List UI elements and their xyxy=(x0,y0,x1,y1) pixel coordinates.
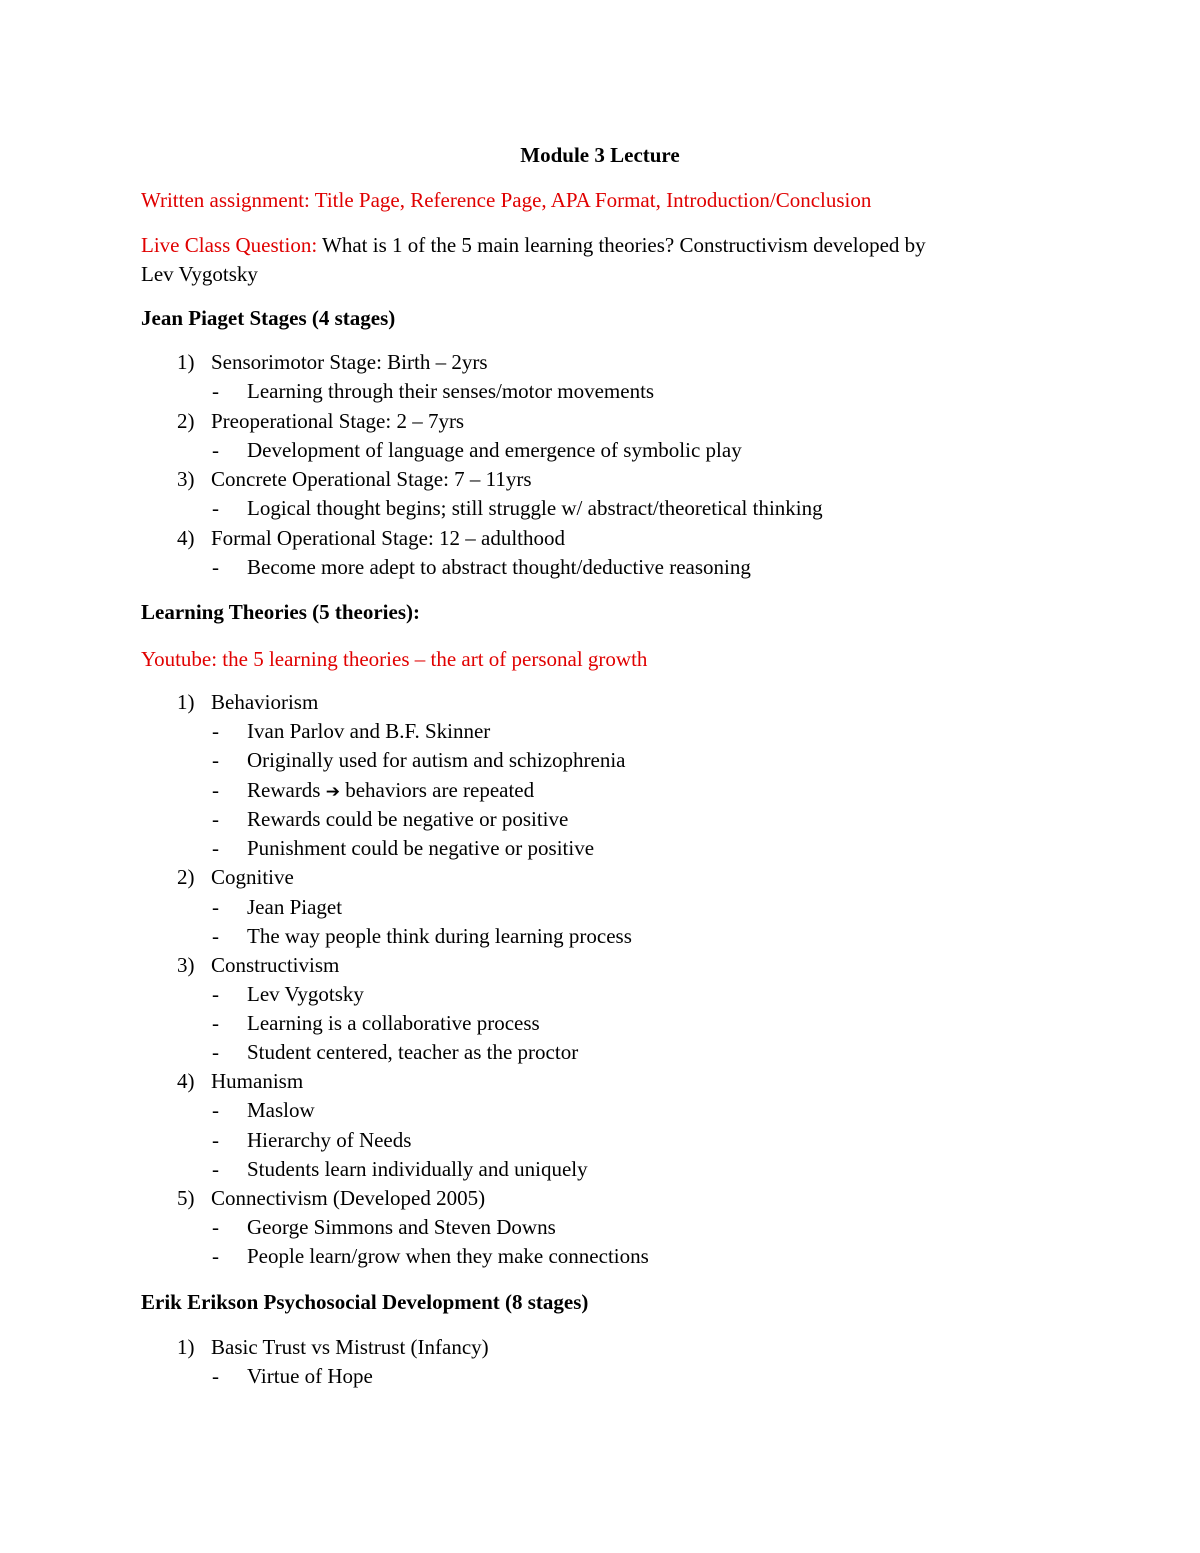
list-number: 1) xyxy=(177,690,195,714)
list-number: 1) xyxy=(177,350,195,374)
sub-item-rewards xyxy=(247,778,534,803)
sub-item: Jean Piaget xyxy=(247,895,343,919)
sub-item: Punishment could be negative or positive xyxy=(247,836,595,860)
dash-bullet: - xyxy=(212,1215,219,1239)
erikson-heading: Erik Erikson Psychosocial Development (8 stages) xyxy=(141,1290,589,1314)
piaget-heading: Jean Piaget Stages (4 stages) xyxy=(141,306,396,330)
sub-item: Learning through their senses/motor movements xyxy=(247,379,655,403)
sub-item: The way people think during learning process xyxy=(247,924,632,948)
dash-bullet: - xyxy=(212,1011,219,1035)
list-number: 3) xyxy=(177,953,195,977)
sub-item: Ivan Parlov and B.F. Skinner xyxy=(247,719,491,743)
dash-bullet: - xyxy=(212,1244,219,1268)
dash-bullet: - xyxy=(212,379,219,403)
list-item: Cognitive xyxy=(211,865,294,889)
rewards-text: Rewards xyxy=(247,778,326,802)
dash-bullet: - xyxy=(212,778,219,802)
live-class-question xyxy=(141,231,1041,289)
list-number: 4) xyxy=(177,1069,195,1093)
dash-bullet: - xyxy=(212,1364,219,1388)
dash-bullet: - xyxy=(212,1098,219,1122)
sub-item: Maslow xyxy=(247,1098,315,1122)
list-number: 1) xyxy=(177,1335,195,1359)
sub-item: People learn/grow when they make connections xyxy=(247,1244,649,1268)
rewards-text-2: behaviors are repeated xyxy=(339,778,535,802)
dash-bullet: - xyxy=(212,1128,219,1152)
dash-bullet: - xyxy=(212,496,219,520)
right-arrow-icon: ➔ xyxy=(325,782,340,802)
sub-item: Hierarchy of Needs xyxy=(247,1128,412,1152)
sub-item: Logical thought begins; still struggle w/ abstract/theoretical thinking xyxy=(247,496,823,520)
sub-item: Development of language and emergence of symbolic play xyxy=(247,438,742,462)
live-question-label: Live Class Question: xyxy=(141,233,318,257)
list-item: Constructivism xyxy=(211,953,340,977)
list-item: Basic Trust vs Mistrust (Infancy) xyxy=(211,1335,489,1359)
sub-item: Lev Vygotsky xyxy=(247,982,364,1006)
sub-item: Students learn individually and uniquely xyxy=(247,1157,588,1181)
sub-item: Become more adept to abstract thought/deductive reasoning xyxy=(247,555,751,579)
dash-bullet: - xyxy=(212,982,219,1006)
list-number: 2) xyxy=(177,865,195,889)
list-item: Humanism xyxy=(211,1069,304,1093)
sub-item: George Simmons and Steven Downs xyxy=(247,1215,556,1239)
dash-bullet: - xyxy=(212,895,219,919)
list-item: Connectivism (Developed 2005) xyxy=(211,1186,486,1210)
list-number: 2) xyxy=(177,409,195,433)
dash-bullet: - xyxy=(212,719,219,743)
dash-bullet: - xyxy=(212,748,219,772)
dash-bullet: - xyxy=(212,924,219,948)
live-question-text-2: Lev Vygotsky xyxy=(141,262,258,286)
dash-bullet: - xyxy=(212,1040,219,1064)
sub-item: Virtue of Hope xyxy=(247,1364,373,1388)
page-title: Module 3 Lecture xyxy=(520,143,680,167)
list-number: 5) xyxy=(177,1186,195,1210)
sub-item: Student centered, teacher as the proctor xyxy=(247,1040,579,1064)
dash-bullet: - xyxy=(212,807,219,831)
list-item: Formal Operational Stage: 12 – adulthood xyxy=(211,526,566,550)
dash-bullet: - xyxy=(212,836,219,860)
youtube-reference: Youtube: the 5 learning theories – the art of personal growth xyxy=(141,647,648,671)
list-item: Behaviorism xyxy=(211,690,319,714)
dash-bullet: - xyxy=(212,555,219,579)
dash-bullet: - xyxy=(212,438,219,462)
list-number: 3) xyxy=(177,467,195,491)
written-assignment-line: Written assignment: Title Page, Reference Page, APA Format, Introduction/Conclusion xyxy=(141,188,872,212)
sub-item: Rewards could be negative or positive xyxy=(247,807,569,831)
live-question-text: What is 1 of the 5 main learning theories? Constructivism developed by xyxy=(317,233,926,257)
sub-item: Learning is a collaborative process xyxy=(247,1011,540,1035)
dash-bullet: - xyxy=(212,1157,219,1181)
learning-theories-heading: Learning Theories (5 theories): xyxy=(141,600,420,624)
sub-item: Originally used for autism and schizophrenia xyxy=(247,748,626,772)
list-item: Concrete Operational Stage: 7 – 11yrs xyxy=(211,467,532,491)
list-item: Preoperational Stage: 2 – 7yrs xyxy=(211,409,465,433)
list-number: 4) xyxy=(177,526,195,550)
list-item: Sensorimotor Stage: Birth – 2yrs xyxy=(211,350,488,374)
